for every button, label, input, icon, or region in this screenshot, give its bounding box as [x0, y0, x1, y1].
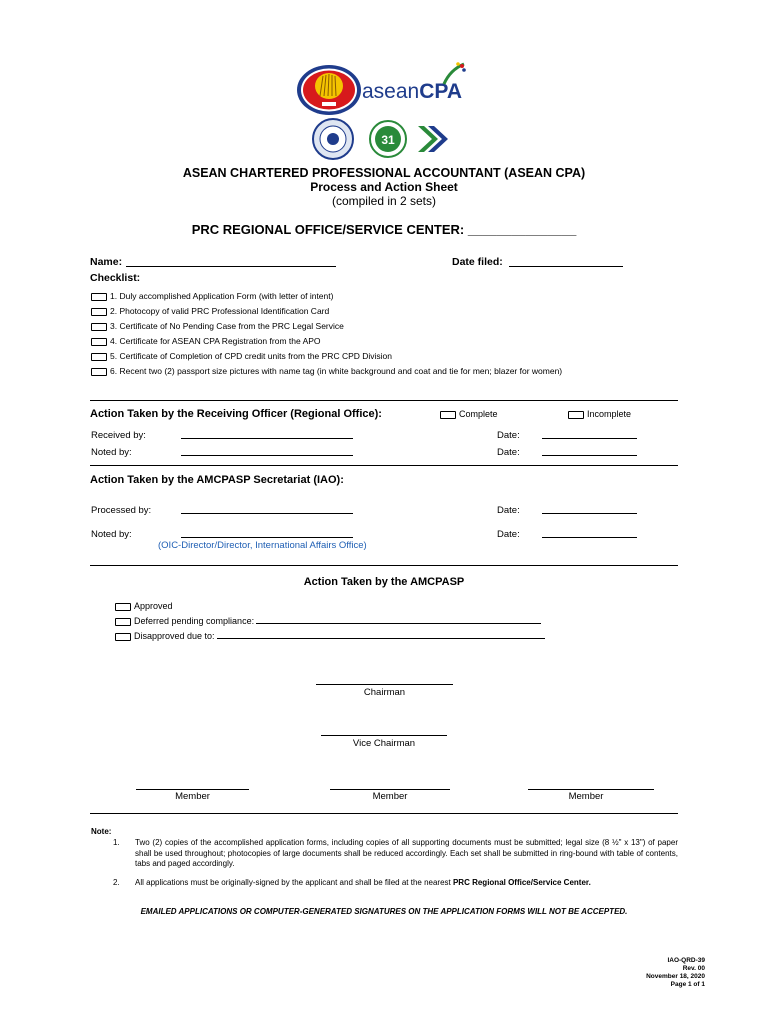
- checklist-item-label: 1. Duly accomplished Application Form (with letter of intent): [110, 291, 334, 301]
- complete-label: Complete: [459, 409, 498, 419]
- chairman-signature-line[interactable]: [316, 684, 453, 685]
- checkbox[interactable]: [91, 368, 107, 376]
- checklist-item-label: 3. Certificate of No Pending Case from the PRC Legal Service: [110, 321, 344, 331]
- received-by-field[interactable]: [181, 428, 353, 439]
- prc-seal-logo: [308, 118, 358, 165]
- checkbox[interactable]: [91, 338, 107, 346]
- noted-date-label: Date:: [497, 447, 520, 458]
- name-field[interactable]: [126, 254, 336, 267]
- member-label: Member: [175, 791, 210, 802]
- office-line: PRC REGIONAL OFFICE/SERVICE CENTER: _______________: [191, 222, 577, 237]
- incomplete-label: Incomplete: [587, 409, 632, 419]
- aseancpa-logo-asean: asean: [362, 80, 420, 103]
- amcpasp-options: [115, 599, 545, 644]
- chairman-label: Chairman: [363, 687, 406, 698]
- checkbox[interactable]: [115, 603, 131, 611]
- vice-chairman-signature-line[interactable]: [321, 735, 447, 736]
- processed-date-label: Date:: [497, 505, 520, 516]
- checkbox[interactable]: [91, 293, 107, 301]
- received-date-field[interactable]: [542, 428, 637, 439]
- boa-seal-logo: [368, 120, 408, 163]
- note-2-text-plain: All applications must be originally-signed by the applicant and shall be filed at the nearest: [135, 878, 453, 887]
- note-2-text-bold: PRC Regional Office/Service Center.: [452, 878, 591, 887]
- deferred-label: Deferred pending compliance:: [134, 616, 255, 626]
- member-label: Member: [372, 791, 408, 802]
- vice-chairman-label: Vice Chairman: [352, 738, 416, 749]
- checkbox[interactable]: [115, 633, 131, 641]
- approved-option[interactable]: [115, 599, 545, 614]
- secretariat-noted-by-field[interactable]: [181, 527, 353, 538]
- member-signature-line[interactable]: [330, 789, 450, 790]
- page-number: Page 1 of 1: [670, 981, 705, 988]
- processed-by-label: Processed by:: [91, 505, 152, 516]
- revision: Rev. 00: [682, 965, 705, 972]
- checklist-item[interactable]: [91, 289, 562, 304]
- note-1-number: 1.: [113, 838, 120, 847]
- revision-date: November 18, 2020: [646, 973, 705, 980]
- receiving-heading: Action Taken by the Receiving Officer (Regional Office):: [90, 408, 382, 420]
- document-code-block: [646, 957, 705, 989]
- complete-option[interactable]: [440, 409, 498, 419]
- divider: [90, 813, 678, 814]
- checklist-item-label: 6. Recent two (2) passport size pictures with name tag (in white background and coat and tie for men; blazer for women): [110, 366, 563, 376]
- checklist-item[interactable]: [91, 364, 562, 379]
- divider: [90, 400, 678, 401]
- received-date-label: Date:: [497, 430, 520, 441]
- checklist-item[interactable]: [91, 349, 562, 364]
- checkbox[interactable]: [440, 411, 456, 419]
- amcpasp-heading: Action Taken by the AMCPASP: [303, 576, 465, 588]
- checklist-item-label: 5. Certificate of Completion of CPD credit units from the PRC CPD Division: [110, 351, 393, 361]
- checkbox[interactable]: [91, 353, 107, 361]
- processed-date-field[interactable]: [542, 503, 637, 514]
- note-2-number: 2.: [113, 878, 120, 887]
- secretariat-date-field[interactable]: [542, 527, 637, 538]
- incomplete-option[interactable]: [568, 409, 631, 419]
- svg-text:31: 31: [381, 133, 395, 147]
- document-code: IAO-QRD-39: [667, 957, 705, 964]
- checkbox[interactable]: [91, 323, 107, 331]
- chevron-logo-icon: [414, 122, 452, 161]
- note-label: Note:: [91, 827, 112, 836]
- checklist-item-label: 2. Photocopy of valid PRC Professional Identification Card: [110, 306, 330, 316]
- noted-by-field[interactable]: [181, 445, 353, 456]
- divider: [90, 565, 678, 566]
- secretariat-date-label: Date:: [497, 529, 520, 540]
- deferred-option[interactable]: [115, 614, 545, 629]
- approved-label: Approved: [134, 601, 173, 611]
- deferred-field[interactable]: [256, 614, 541, 624]
- note-1-text: Two (2) copies of the accomplished application forms, including copies of all supporting documents must be submitted; legal size (8 ½" x 13") of paper shall be used throughout; photocopies of large documents shall be reduced accordingly. Each set shall be submitted in ring-bound with table of contents, tabs and paged accordingly.: [135, 838, 678, 868]
- aseancpa-swoosh-icon: [440, 60, 468, 93]
- checklist-item[interactable]: [91, 319, 562, 334]
- checklist: [91, 289, 562, 379]
- warning-text: EMAILED APPLICATIONS OR COMPUTER-GENERATED SIGNATURES ON THE APPLICATION FORMS WILL NOT BE ACCEPTED.: [140, 907, 628, 916]
- form-note: (compiled in 2 sets): [331, 194, 437, 208]
- disapproved-field[interactable]: [217, 629, 545, 639]
- checkbox[interactable]: [115, 618, 131, 626]
- noted-date-field[interactable]: [542, 445, 637, 456]
- checkbox[interactable]: [568, 411, 584, 419]
- secretariat-heading: Action Taken by the AMCPASP Secretariat (IAO):: [90, 474, 344, 486]
- oic-note: (OIC-Director/Director, International Affairs Office): [158, 540, 367, 551]
- checkbox[interactable]: [91, 308, 107, 316]
- checklist-item-label: 4. Certificate for ASEAN CPA Registration from the APO: [110, 336, 321, 346]
- processed-by-field[interactable]: [181, 503, 353, 514]
- checklist-label: Checklist:: [90, 272, 141, 284]
- note-2-text: [135, 878, 678, 889]
- member-signature-line[interactable]: [528, 789, 654, 790]
- member-label: Member: [568, 791, 604, 802]
- secretariat-noted-by-label: Noted by:: [91, 529, 132, 540]
- received-by-label: Received by:: [91, 430, 146, 441]
- checklist-item[interactable]: [91, 334, 562, 349]
- noted-by-label: Noted by:: [91, 447, 132, 458]
- checklist-item[interactable]: [91, 304, 562, 319]
- form-subtitle: Process and Action Sheet: [310, 180, 458, 194]
- disapproved-option[interactable]: [115, 629, 545, 644]
- aseancpa-logo-cpa: CPA: [419, 80, 462, 103]
- asean-emblem-logo: [296, 64, 362, 116]
- form-title: ASEAN CHARTERED PROFESSIONAL ACCOUNTANT (ASEAN CPA): [182, 166, 586, 180]
- disapproved-label: Disapproved due to:: [134, 631, 215, 641]
- name-label: Name:: [90, 256, 123, 268]
- date-filed-field[interactable]: [509, 254, 623, 267]
- divider: [90, 465, 678, 466]
- date-filed-label: Date filed:: [452, 256, 503, 268]
- member-signature-line[interactable]: [136, 789, 249, 790]
